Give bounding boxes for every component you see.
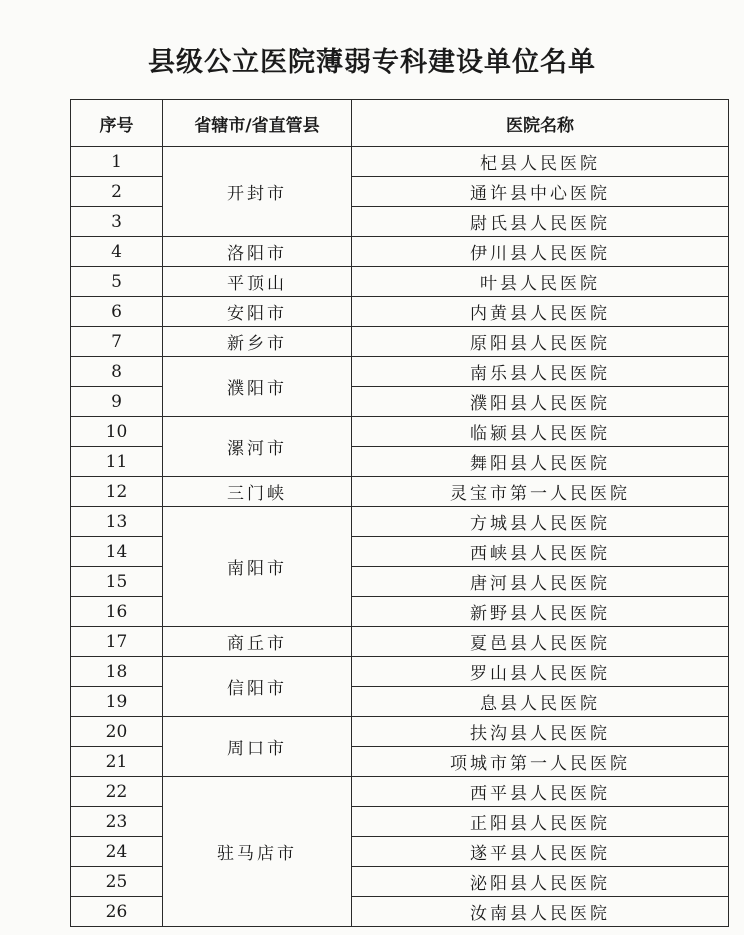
hospital-name: 汝南县人民医院 [352,897,729,927]
row-index: 17 [71,627,163,657]
table-row [71,627,729,657]
row-index: 7 [71,327,163,357]
hospital-name: 泌阳县人民医院 [352,867,729,897]
hospital-name: 正阳县人民医院 [352,807,729,837]
table-row [71,297,729,327]
hospital-name: 息县人民医院 [352,687,729,717]
table-row [71,717,729,747]
row-index: 10 [71,417,163,447]
region-cell: 濮阳市 [163,357,352,417]
row-index: 6 [71,297,163,327]
row-index: 15 [71,567,163,597]
hospital-name: 项城市第一人民医院 [352,747,729,777]
hospital-name: 灵宝市第一人民医院 [352,477,729,507]
hospital-name: 罗山县人民医院 [352,657,729,687]
table-row [71,417,729,447]
region-cell: 平顶山 [163,267,352,297]
header-hospital: 医院名称 [352,100,729,147]
table-row [71,267,729,297]
row-index: 22 [71,777,163,807]
hospital-name: 方城县人民医院 [352,507,729,537]
hospital-table [70,99,729,927]
row-index: 4 [71,237,163,267]
row-index: 25 [71,867,163,897]
row-index: 18 [71,657,163,687]
region-cell: 信阳市 [163,657,352,717]
row-index: 14 [71,537,163,567]
header-region: 省辖市/省直管县 [163,100,352,147]
hospital-name: 伊川县人民医院 [352,237,729,267]
hospital-name: 遂平县人民医院 [352,837,729,867]
table-row [71,777,729,807]
hospital-name: 叶县人民医院 [352,267,729,297]
hospital-name: 舞阳县人民医院 [352,447,729,477]
region-cell: 商丘市 [163,627,352,657]
hospital-name: 西平县人民医院 [352,777,729,807]
region-cell: 新乡市 [163,327,352,357]
hospital-name: 濮阳县人民医院 [352,387,729,417]
hospital-name: 南乐县人民医院 [352,357,729,387]
region-cell: 周口市 [163,717,352,777]
header-index: 序号 [71,100,163,147]
region-cell: 开封市 [163,147,352,237]
row-index: 5 [71,267,163,297]
table-row [71,357,729,387]
table-row [71,237,729,267]
hospital-name: 原阳县人民医院 [352,327,729,357]
region-cell: 安阳市 [163,297,352,327]
table-row [71,147,729,177]
hospital-name: 通许县中心医院 [352,177,729,207]
row-index: 2 [71,177,163,207]
row-index: 26 [71,897,163,927]
hospital-name: 西峡县人民医院 [352,537,729,567]
hospital-name: 临颍县人民医院 [352,417,729,447]
hospital-name: 内黄县人民医院 [352,297,729,327]
row-index: 8 [71,357,163,387]
row-index: 16 [71,597,163,627]
hospital-name: 杞县人民医院 [352,147,729,177]
row-index: 23 [71,807,163,837]
row-index: 1 [71,147,163,177]
hospital-name: 夏邑县人民医院 [352,627,729,657]
row-index: 12 [71,477,163,507]
row-index: 9 [71,387,163,417]
table-row [71,477,729,507]
table-header-row [71,100,729,147]
table-row [71,327,729,357]
hospital-name: 尉氏县人民医院 [352,207,729,237]
row-index: 19 [71,687,163,717]
table-body [71,147,729,927]
row-index: 20 [71,717,163,747]
row-index: 24 [71,837,163,867]
row-index: 11 [71,447,163,477]
table-row [71,507,729,537]
hospital-name: 唐河县人民医院 [352,567,729,597]
region-cell: 南阳市 [163,507,352,627]
page-title: 县级公立医院薄弱专科建设单位名单 [148,47,596,78]
hospital-name: 扶沟县人民医院 [352,717,729,747]
region-cell: 驻马店市 [163,777,352,927]
row-index: 21 [71,747,163,777]
region-cell: 洛阳市 [163,237,352,267]
row-index: 3 [71,207,163,237]
row-index: 13 [71,507,163,537]
region-cell: 三门峡 [163,477,352,507]
table-row [71,657,729,687]
hospital-name: 新野县人民医院 [352,597,729,627]
region-cell: 漯河市 [163,417,352,477]
